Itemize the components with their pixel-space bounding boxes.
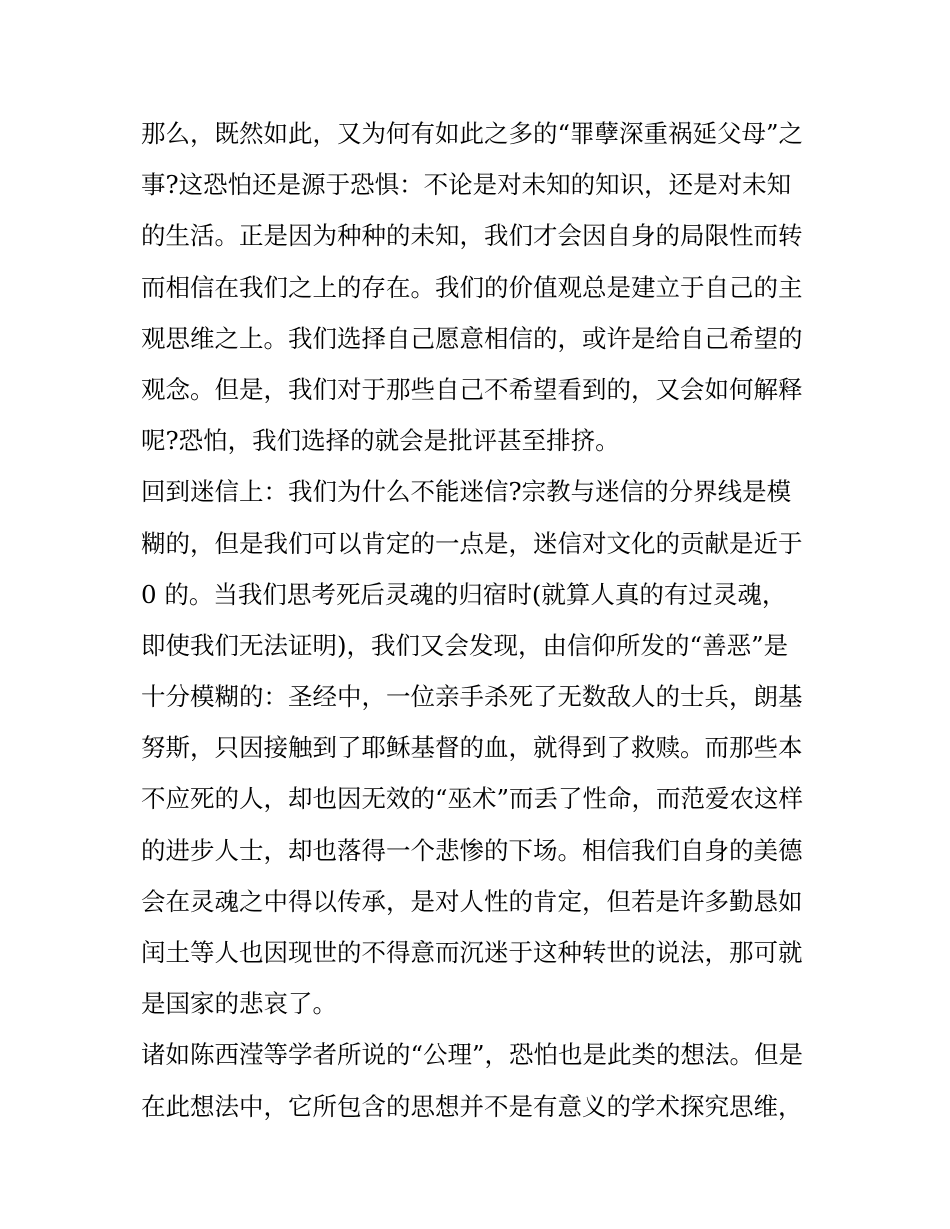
text-line: 事?这恐怕还是源于恐惧：不论是对未知的知识，还是对未知 — [141, 170, 792, 200]
text-line: 的进步人士，却也落得一个悲惨的下场。相信我们自身的美德 — [141, 835, 803, 865]
text-line: 在此想法中，它所包含的思想并不是有意义的学术探究思维， — [141, 1091, 803, 1121]
text-line: 的生活。正是因为种种的未知，我们才会因自身的局限性而转 — [141, 221, 803, 251]
text-line: 闰土等人也因现世的不得意而沉迷于这种转世的说法，那可就 — [141, 938, 803, 967]
text-line: 十分模糊的：圣经中，一位亲手杀死了无数敌人的士兵，朗基 — [141, 682, 803, 712]
text-line: 呢?恐怕，我们选择的就会是批评甚至排挤。 — [141, 426, 620, 456]
text-line: 而相信在我们之上的存在。我们的价值观总是建立于自己的主 — [141, 272, 803, 302]
text-line: 那么，既然如此，又为何有如此之多的“罪孽深重祸延父母”之 — [141, 119, 804, 148]
text-line: 不应死的人，却也因无效的“巫术”而丢了性命，而范爱农这样 — [141, 784, 804, 814]
text-line: 会在灵魂之中得以传承，是对人性的肯定，但若是许多勤恳如 — [141, 886, 803, 916]
text-line: 0 的。当我们思考死后灵魂的归宿时(就算人真的有过灵魂， — [141, 579, 787, 609]
text-line: 是国家的悲哀了。 — [141, 989, 337, 1019]
text-line: 努斯，只因接触到了耶稣基督的血，就得到了救赎。而那些本 — [141, 733, 803, 763]
text-line: 即使我们无法证明)，我们又会发现，由信仰所发的“善恶”是 — [141, 630, 789, 660]
text-line: 诸如陈西滢等学者所说的“公理”，恐怕也是此类的想法。但是 — [141, 1040, 804, 1070]
text-line: 观念。但是，我们对于那些自己不希望看到的，又会如何解释 — [141, 374, 803, 404]
text-line: 观思维之上。我们选择自己愿意相信的，或许是给自己希望的 — [141, 323, 803, 353]
text-line: 回到迷信上：我们为什么不能迷信?宗教与迷信的分界线是模 — [141, 477, 792, 507]
document-body — [141, 108, 821, 1132]
text-line: 糊的，但是我们可以肯定的一点是，迷信对文化的贡献是近于 — [141, 528, 803, 558]
